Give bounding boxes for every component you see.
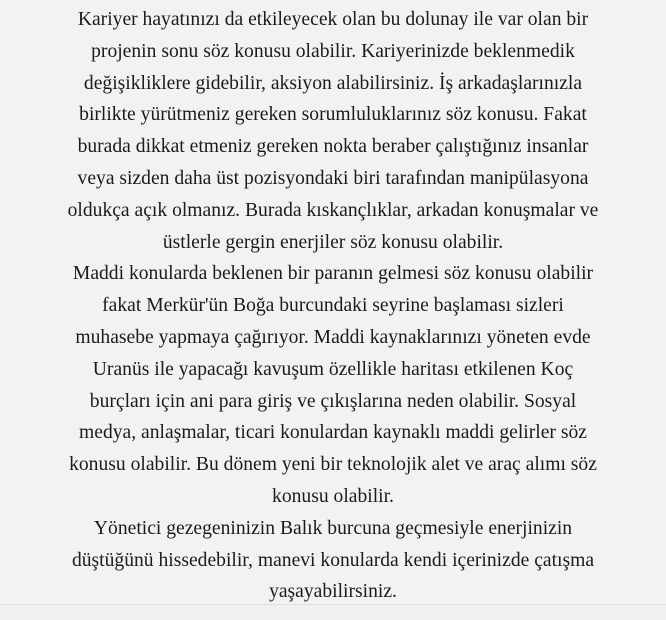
text-line: projenin sonu söz konusu olabilir. Kariyerinizde beklenmedik xyxy=(91,40,575,62)
text-line: Yönetici gezegeninizin Balık burcuna geçmesiyle enerjinizin xyxy=(93,517,573,539)
text-line: veya sizden daha üst pozisyondaki biri tarafından manipülasyona xyxy=(77,167,589,189)
text-line: burada dikkat etmeniz gereken nokta beraber çalıştığınız insanlar xyxy=(77,136,589,158)
article-text xyxy=(14,4,652,608)
text-line: konusu olabilir. xyxy=(272,485,394,507)
text-line: üstlerle gergin enerjiler söz konusu olabilir. xyxy=(162,231,504,253)
text-line: Uranüs ile yapacağı kavuşum özellikle haritası etkilenen Koç xyxy=(92,358,574,380)
text-line: düştüğünü hissedebilir, manevi konularda kendi içerinizde çatışma xyxy=(71,549,595,571)
paragraph-career xyxy=(14,4,652,258)
paragraph-finance xyxy=(14,258,652,512)
text-line: oldukça açık olmanız. Burada kıskançlıklar, arkadan konuşmalar ve xyxy=(67,199,599,221)
paragraph-ruler xyxy=(14,513,652,608)
text-line: fakat Merkür'ün Boğa burcundaki seyrine başlaması sizleri xyxy=(102,295,564,317)
text-line: birlikte yürütmeniz gereken sorumluluklarınız söz konusu. Fakat xyxy=(79,104,587,126)
text-line: burçları için ani para giriş ve çıkışlarına neden olabilir. Sosyal xyxy=(89,390,577,412)
text-line: Kariyer hayatınızı da etkileyecek olan bu dolunay ile var olan bir xyxy=(77,9,589,30)
text-line: yaşayabilirsiniz. xyxy=(269,581,397,603)
text-line: değişikliklere gidebilir, aksiyon alabilirsiniz. İş arkadaşlarınızla xyxy=(83,72,583,94)
text-line: konusu olabilir. Bu dönem yeni bir teknolojik alet ve araç alımı söz xyxy=(69,454,597,476)
text-line: Maddi konularda beklenen bir paranın gelmesi söz konusu olabilir xyxy=(72,263,594,285)
text-line: muhasebe yapmaya çağırıyor. Maddi kaynaklarınızı yöneten evde xyxy=(75,326,591,348)
text-line: medya, anlaşmalar, ticari konulardan kaynaklı maddi gelirler söz xyxy=(79,422,587,444)
